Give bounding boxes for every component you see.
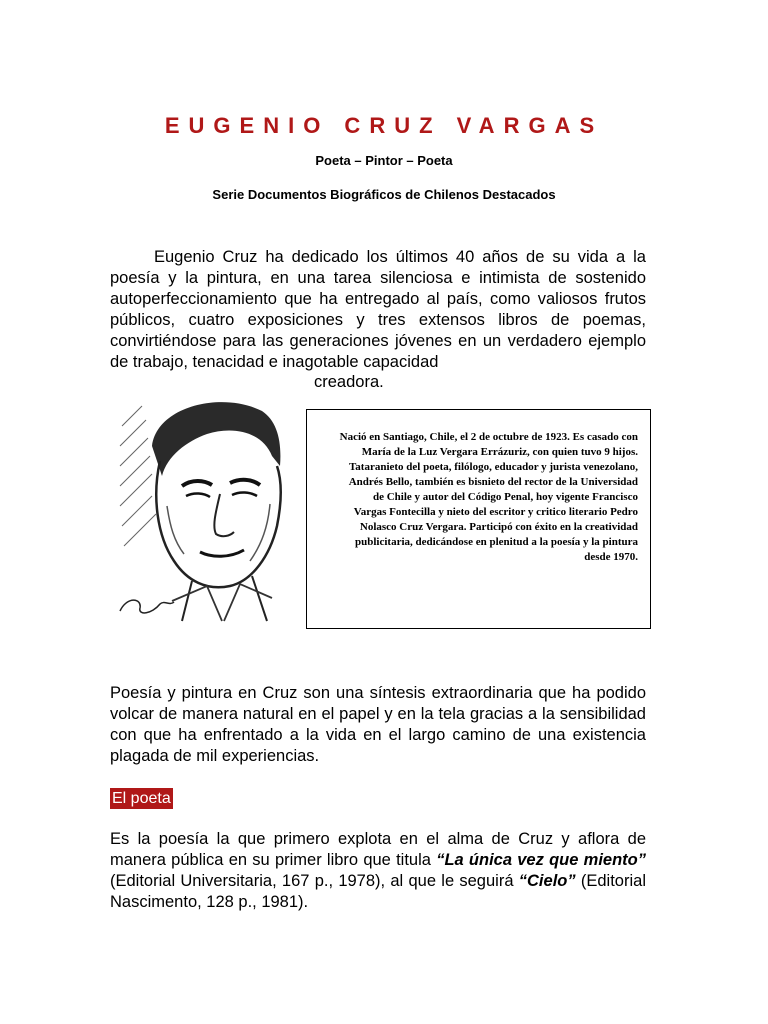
- synthesis-paragraph: Poesía y pintura en Cruz son una síntesis extraordinaria que ha podido volcar de manera natural en el papel y en la tela gracias a la sensibilidad con que ha enfrentado a la vida en el largo camino de una existencia plagada de mil experiencias.: [110, 684, 646, 765]
- page-subtitle: Poeta – Pintor – Poeta: [315, 153, 453, 168]
- poet-paragraph-part3: (Editorial Nascimento, 128 p., 1981).: [110, 872, 646, 911]
- section-heading-poet: El poeta: [112, 790, 171, 807]
- series-title: Serie Documentos Biográficos de Chilenos Destacados: [212, 187, 556, 202]
- poet-paragraph-part1: Es la poesía la que primero explota en el alma de Cruz y aflora de manera pública en su primer libro que titula: [110, 830, 646, 869]
- portrait-sketch-image: [112, 386, 312, 626]
- biography-text: Nació en Santiago, Chile, el 2 de octubre de 1923. Es casado con María de la Luz Vergara Errázuriz, con quien tuvo 9 hijos. Tataranieto del poeta, filólogo, educador y jurista venezolano, Andrés Bello, también es bisnieto del rector de la Universidad de Chile y autor del Código Penal, hoy vigente Francisco Vargas Fontecilla y nieto del escritor y critico literario Pedro Nolasco Cruz Vergara. Participó con éxito en la creatividad publicitaria, dedicándose en plenitud a la poesía y la pintura desde 1970.: [339, 431, 638, 563]
- intro-paragraph-end: creadora.: [314, 373, 384, 391]
- intro-paragraph: Eugenio Cruz ha dedicado los últimos 40 años de su vida a la poesía y la pintura, en una tarea silenciosa e intimista de sostenido autoperfeccionamiento que ha entregado al país, como valiosos frutos públicos, cuatro exposiciones y tres extensos libros de poemas, convirtiéndose para las generaciones jóvenes en un verdadero ejemplo de trabajo, tenacidad e inagotable capacidad: [110, 248, 646, 371]
- book-title-2: “Cielo”: [518, 872, 576, 890]
- poet-paragraph: [110, 829, 646, 913]
- book-title-1: “La única vez que miento”: [436, 851, 646, 869]
- poet-paragraph-part2: (Editorial Universitaria, 167 p., 1978), al que le seguirá: [110, 872, 519, 890]
- page-title: EUGENIO CRUZ VARGAS: [164, 113, 604, 138]
- biography-box: [306, 409, 651, 629]
